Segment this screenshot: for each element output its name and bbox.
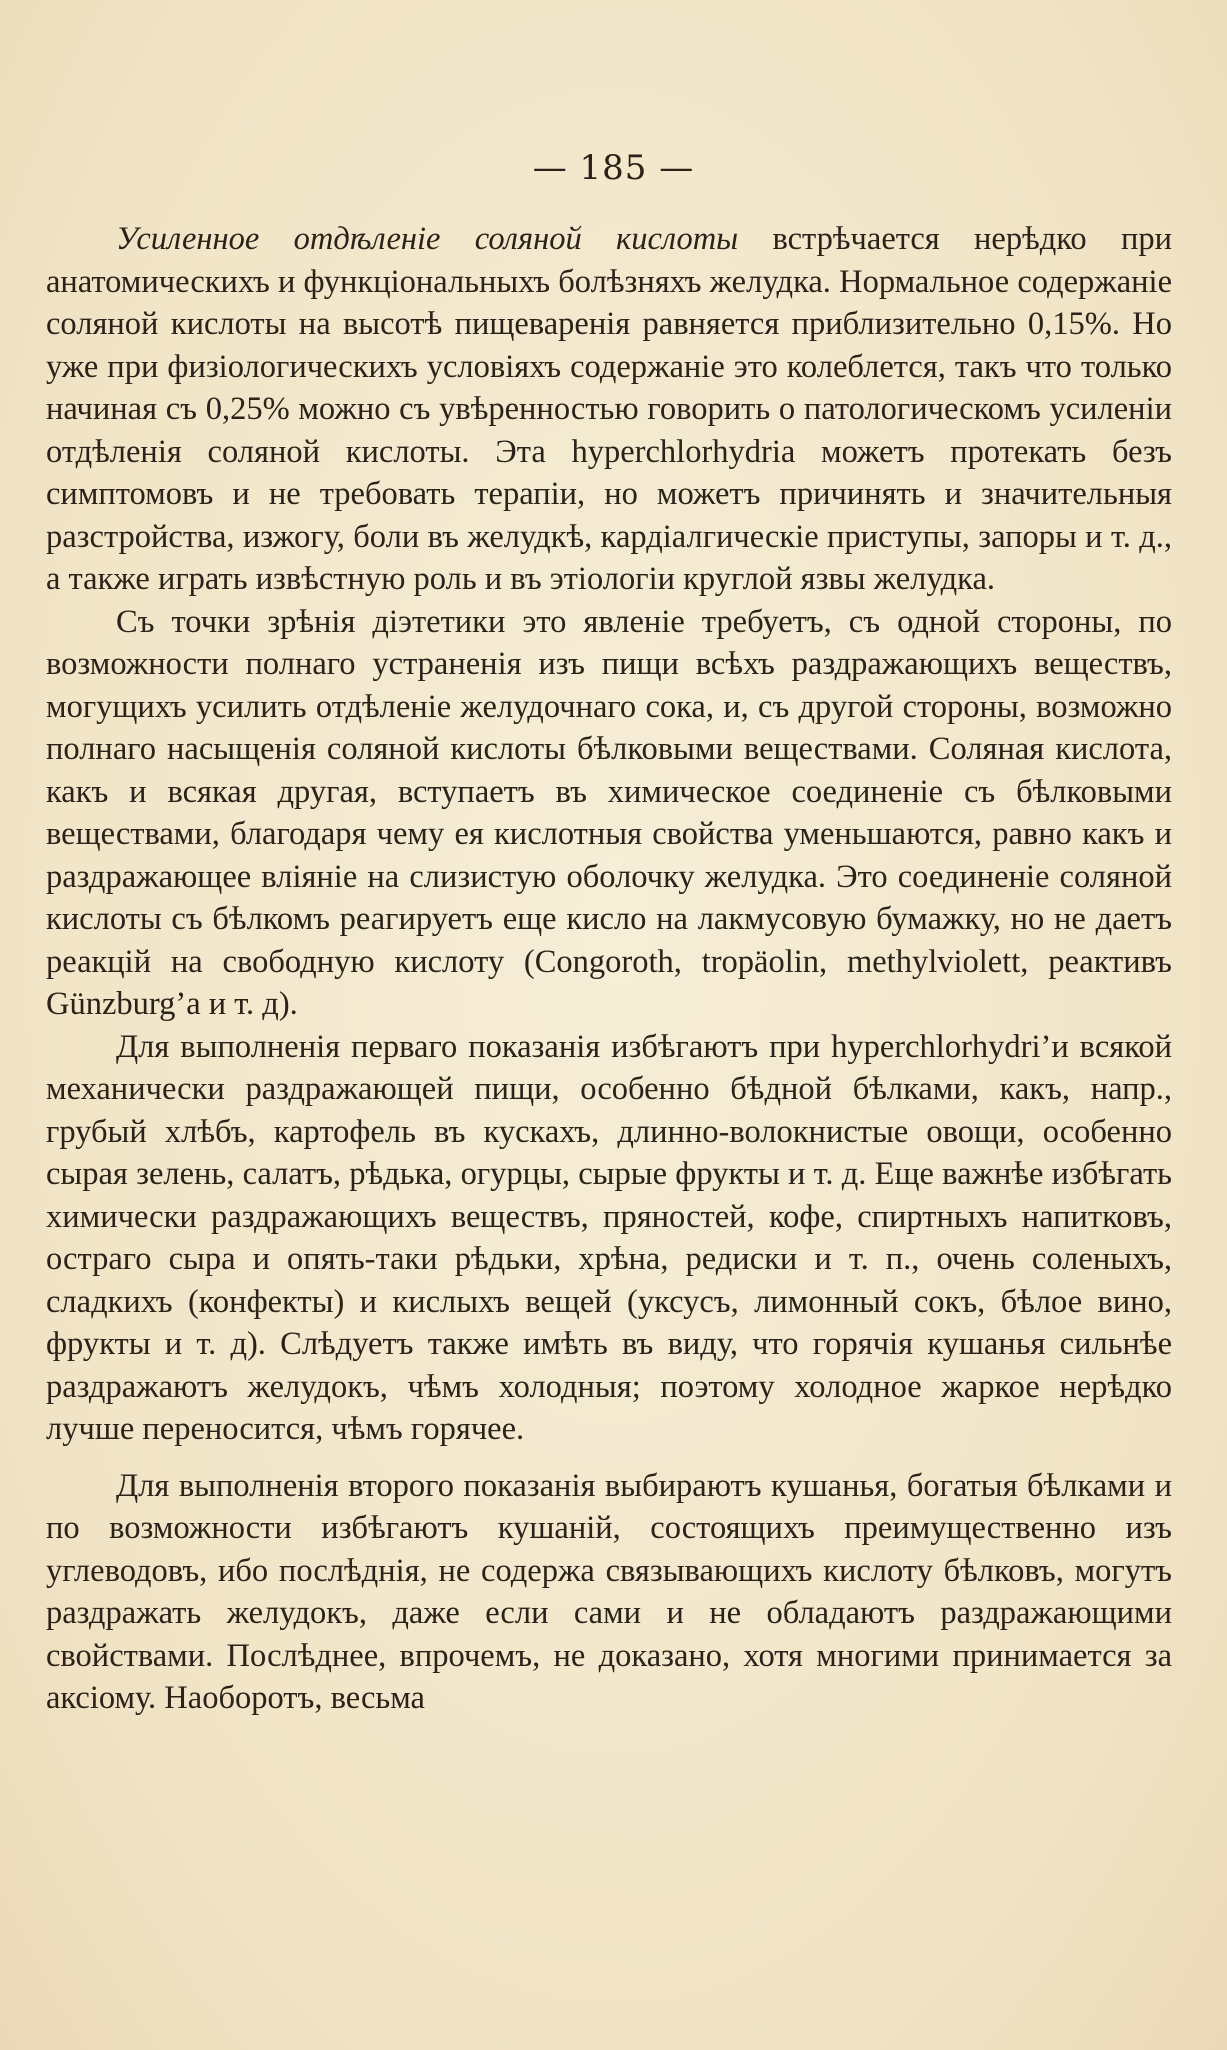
emphasized-term: Усиленное отдѣленіе соляной кислоты (116, 221, 739, 257)
paragraph-3: Для выполненія перваго показанія избѣгаютъ при hyperchlorhydri’и всякой механически раздражающей пищи, особенно бѣдной бѣлками, какъ, напр., грубый хлѣбъ, картофель въ кускахъ, длинно-волокнистые овощи, особенно сырая зелень, салатъ, рѣдька, огурцы, сырые фрукты и т. д. Еще важнѣе избѣгать химически раздражающихъ веществъ, пряностей, кофе, спиртныхъ напитковъ, остраго сыра и опять-таки рѣдьки, хрѣна, редиски и т. п., очень соленыхъ, сладкихъ (конфекты) и кислыхъ вещей (уксусъ, лимонный сокъ, бѣлое вино, фрукты и т. д). Слѣдуетъ также имѣть въ виду, что горячія кушанья сильнѣе раздражаютъ желудокъ, чѣмъ холодныя; поэтому холодное жаркое нерѣдко лучше переносится, чѣмъ горячее. (46, 1028, 1172, 1447)
paragraph-1-text: встрѣчается нерѣдко при анатомическихъ и функціональныхъ болѣзняхъ желудка. Нормальное содержаніе соляной кислоты на высотѣ пищеваренія равняется приблизительно 0,15%. Но уже при физіологическихъ условіяхъ содержаніе это колеблется, такъ что только начиная съ 0,25% можно съ увѣренностью говорить о патологическомъ усиленіи отдѣленія соляной кислоты. Эта hyperchlorhydria можетъ протекать безъ симптомовъ и не требовать терапіи, но можетъ причинять и значительныя разстройства, изжогу, боли въ желудкѣ, кардіалгическіе приступы, запоры и т. д., а также играть извѣстную роль и въ этіологіи круглой язвы желудка. (46, 221, 1172, 597)
paragraph-1 (46, 218, 1172, 601)
paragraph-2: Съ точки зрѣнія діэтетики это явленіе требуетъ, съ одной стороны, по возможности полнаго устраненія изъ пищи всѣхъ раздражающихъ веществъ, могущихъ усилить отдѣленіе желудочнаго сока, и, съ другой стороны, возможно полнаго насыщенія соляной кислоты бѣлковыми веществами. Соляная кислота, какъ и всякая другая, вступаетъ въ химическое соединеніе съ бѣлковыми веществами, благодаря чему ея кислотныя свойства уменьшаются, равно какъ и раздражающее вліяніе на слизистую оболочку желудка. Это соединеніе соляной кислоты съ бѣлкомъ реагируетъ еще кисло на лакмусовую бумажку, но не даетъ реакцій на свободную кислоту (Congoroth, tropäolin, methylviolett, реактивъ Günzburg’a и т. д). (46, 603, 1172, 1022)
page-number: — 185 — (532, 148, 695, 188)
paragraph-4: Для выполненія второго показанія выбираютъ кушанья, богатыя бѣлками и по возможности избѣгаютъ кушаній, состоящихъ преимущественно изъ углеводовъ, ибо послѣднія, не содержа связывающихъ кислоту бѣлковъ, могутъ раздражать желудокъ, даже если сами и не обладаютъ раздражающими свойствами. Послѣднее, впрочемъ, не доказано, хотя многими принимается за аксіому. Наоборотъ, весьма (46, 1467, 1172, 1716)
body-text (46, 218, 1172, 1720)
